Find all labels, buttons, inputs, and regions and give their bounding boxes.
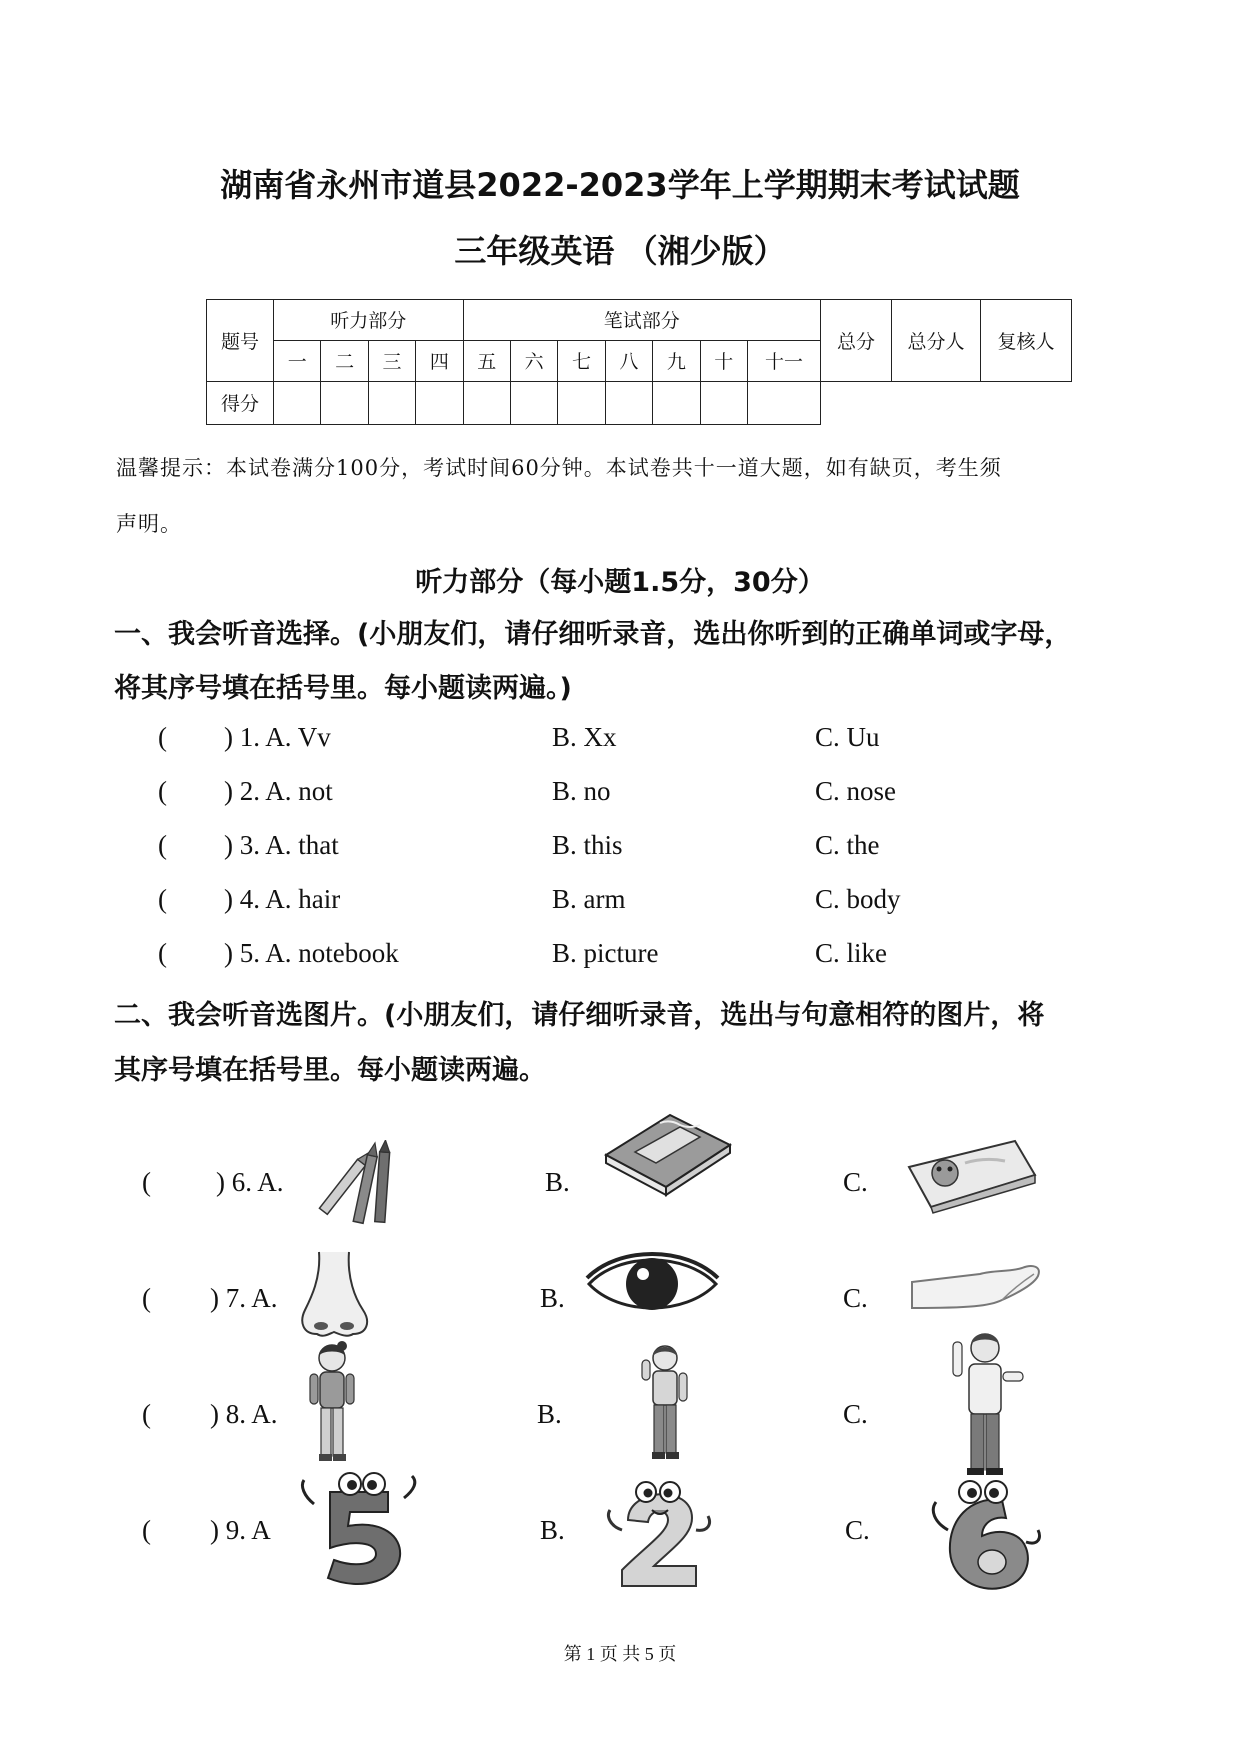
book-icon[interactable] bbox=[600, 1105, 735, 1200]
answer-paren[interactable]: ( bbox=[142, 1167, 151, 1197]
answer-paren[interactable]: ( bbox=[142, 1283, 151, 1313]
option-b: B. bbox=[540, 1515, 565, 1545]
option-c: C. body bbox=[815, 884, 901, 914]
question-stem: ) 6. A. bbox=[216, 1167, 284, 1197]
question-stem: ) 9. A bbox=[210, 1515, 271, 1545]
score-cell[interactable] bbox=[368, 381, 415, 424]
q-number: 六 bbox=[510, 340, 557, 381]
option-b: B. this bbox=[552, 830, 623, 860]
hand-icon[interactable] bbox=[910, 1258, 1045, 1318]
option-b: B. arm bbox=[552, 884, 626, 914]
q-number: 七 bbox=[558, 340, 605, 381]
answer-paren[interactable]: ( bbox=[158, 884, 167, 914]
exam-title: 湖南省永州市道县2022-2023学年上学期期末考试试题 bbox=[220, 166, 1020, 204]
number-five-icon[interactable] bbox=[292, 1468, 424, 1590]
nose-icon[interactable] bbox=[297, 1248, 372, 1340]
score-cell[interactable] bbox=[463, 381, 510, 424]
option-b: B. picture bbox=[552, 938, 659, 968]
answer-paren[interactable]: ( bbox=[158, 776, 167, 806]
exam-subtitle: 三年级英语 （湘少版） bbox=[454, 232, 786, 270]
colored-pencils-icon[interactable] bbox=[310, 1140, 400, 1230]
option-c: C. the bbox=[815, 830, 880, 860]
listening-heading: 听力部分（每小题1.5分，30分） bbox=[415, 567, 825, 598]
q-number: 八 bbox=[605, 340, 652, 381]
total-header: 总分 bbox=[821, 300, 892, 382]
answer-paren[interactable]: ( bbox=[142, 1515, 151, 1545]
score-cell[interactable] bbox=[605, 381, 652, 424]
q-number: 二 bbox=[321, 340, 368, 381]
tip-line-2: 声明。 bbox=[116, 512, 182, 536]
section2-instruction-2: 其序号填在括号里。每小题读两遍。 bbox=[114, 1055, 546, 1086]
row-label-score: 得分 bbox=[207, 381, 274, 424]
score-cell[interactable] bbox=[558, 381, 605, 424]
score-cell[interactable] bbox=[321, 381, 368, 424]
option-b: B. bbox=[540, 1283, 565, 1313]
question-stem: ) 3. A. that bbox=[224, 830, 339, 860]
option-c: C. bbox=[843, 1167, 868, 1197]
q-number: 五 bbox=[463, 340, 510, 381]
option-c: C. bbox=[843, 1399, 868, 1429]
man-icon[interactable] bbox=[945, 1328, 1027, 1478]
question-stem: ) 1. A. Vv bbox=[224, 722, 331, 752]
girl-icon[interactable] bbox=[302, 1340, 362, 1465]
group-written: 笔试部分 bbox=[463, 300, 820, 341]
number-two-icon[interactable] bbox=[600, 1470, 720, 1595]
page-footer: 第 1 页 共 5 页 bbox=[563, 1644, 677, 1664]
section1-instruction-2: 将其序号填在括号里。每小题读两遍。) bbox=[114, 673, 572, 704]
question-stem: ) 5. A. notebook bbox=[224, 938, 399, 968]
reviewer-header: 复核人 bbox=[981, 300, 1072, 382]
score-table bbox=[206, 299, 1072, 425]
question-stem: ) 8. A. bbox=[210, 1399, 278, 1429]
option-b: B. Xx bbox=[552, 722, 617, 752]
section2-instruction-1: 二、我会听音选图片。(小朋友们，请仔细听录音，选出与句意相符的图片，将 bbox=[114, 1000, 1045, 1031]
q-number: 十一 bbox=[748, 340, 821, 381]
score-cell[interactable] bbox=[700, 381, 747, 424]
answer-paren[interactable]: ( bbox=[158, 938, 167, 968]
question-stem: ) 7. A. bbox=[210, 1283, 278, 1313]
pencil-case-icon[interactable] bbox=[905, 1135, 1040, 1215]
boy-icon[interactable] bbox=[638, 1340, 693, 1462]
option-c: C. Uu bbox=[815, 722, 880, 752]
section1-instruction-1: 一、我会听音选择。(小朋友们，请仔细听录音，选出你听到的正确单词或字母， bbox=[114, 619, 1072, 650]
answer-paren[interactable]: ( bbox=[158, 722, 167, 752]
scorer-header: 总分人 bbox=[892, 300, 981, 382]
option-c: C. like bbox=[815, 938, 887, 968]
q-number: 九 bbox=[653, 340, 700, 381]
q-number: 一 bbox=[274, 340, 321, 381]
option-c: C. bbox=[845, 1515, 870, 1545]
q-number: 三 bbox=[368, 340, 415, 381]
question-stem: ) 4. A. hair bbox=[224, 884, 341, 914]
q-number: 十 bbox=[700, 340, 747, 381]
question-stem: ) 2. A. not bbox=[224, 776, 333, 806]
option-c: C. bbox=[843, 1283, 868, 1313]
option-b: B. bbox=[545, 1167, 570, 1197]
tip-line-1: 温馨提示：本试卷满分100分，考试时间60分钟。本试卷共十一道大题，如有缺页，考生须 bbox=[116, 456, 1002, 480]
score-cell[interactable] bbox=[416, 381, 463, 424]
q-number: 四 bbox=[416, 340, 463, 381]
answer-paren[interactable]: ( bbox=[142, 1399, 151, 1429]
option-b: B. no bbox=[552, 776, 611, 806]
number-six-icon[interactable] bbox=[920, 1470, 1045, 1598]
answer-paren[interactable]: ( bbox=[158, 830, 167, 860]
score-cell[interactable] bbox=[274, 381, 321, 424]
option-c: C. nose bbox=[815, 776, 896, 806]
score-cell[interactable] bbox=[510, 381, 557, 424]
score-cell[interactable] bbox=[748, 381, 821, 424]
eye-icon[interactable] bbox=[585, 1248, 720, 1320]
score-cell[interactable] bbox=[653, 381, 700, 424]
option-b: B. bbox=[537, 1399, 562, 1429]
row-label-number: 题号 bbox=[207, 300, 274, 382]
group-listening: 听力部分 bbox=[274, 300, 464, 341]
